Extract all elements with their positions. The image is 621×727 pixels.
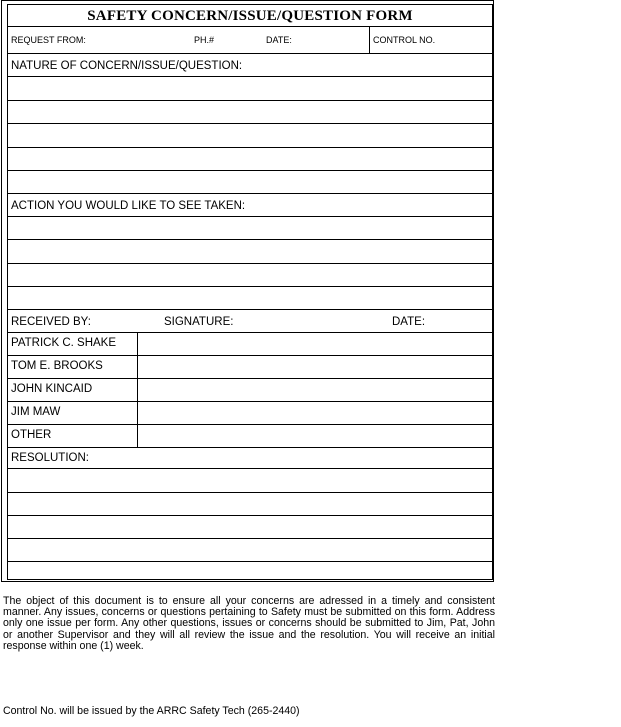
action-label: ACTION YOU WOULD LIKE TO SEE TAKEN:	[11, 200, 246, 212]
resolution-line-5[interactable]	[8, 561, 492, 562]
action-line-3[interactable]	[8, 263, 492, 264]
divider	[8, 424, 492, 425]
received-by-label: RECEIVED BY:	[11, 316, 91, 328]
signature-label: SIGNATURE:	[164, 316, 234, 328]
action-line-4[interactable]	[8, 286, 492, 287]
control-no-label: CONTROL NO.	[373, 35, 436, 45]
divider	[8, 355, 492, 356]
request-from-label: REQUEST FROM:	[11, 35, 86, 45]
name-patrick-shake: PATRICK C. SHAKE	[11, 337, 117, 349]
footer-paragraph: The object of this document is to ensure all your concerns are adressed in a timely and consistent manner. Any issues, concerns or questions pertaining to Safety must be submitted on this form. Address only one issue per form. Any other questions, issues or concerns should be submitted to Jim, Pat, John or another Supervisor and they will all review the issue and the resolution. You will receive an initial response within one (1) week.	[3, 595, 495, 652]
received-date-label: DATE:	[392, 316, 426, 328]
name-other: OTHER	[11, 429, 52, 441]
action-line-2[interactable]	[8, 239, 492, 240]
signature-column-divider	[137, 332, 138, 447]
form-outer-border	[1, 0, 494, 582]
divider	[8, 309, 492, 310]
nature-line-4[interactable]	[8, 147, 492, 148]
divider	[8, 378, 492, 379]
nature-line-5[interactable]	[8, 170, 492, 171]
divider	[369, 26, 370, 53]
divider	[8, 401, 492, 402]
divider	[8, 193, 492, 194]
nature-label: NATURE OF CONCERN/ISSUE/QUESTION:	[11, 60, 243, 72]
date-label: DATE:	[266, 35, 292, 45]
phone-label: PH.#	[194, 35, 215, 45]
nature-line-2[interactable]	[8, 100, 492, 101]
divider	[8, 332, 492, 333]
name-john-kincaid: JOHN KINCAID	[11, 383, 93, 395]
divider	[8, 53, 492, 54]
name-tom-brooks: TOM E. BROOKS	[11, 360, 103, 372]
nature-line-1[interactable]	[8, 76, 492, 77]
divider	[8, 26, 492, 27]
resolution-label: RESOLUTION:	[11, 452, 89, 464]
action-line-1[interactable]	[8, 216, 492, 217]
resolution-line-2[interactable]	[8, 492, 492, 493]
resolution-line-4[interactable]	[8, 538, 492, 539]
control-number-note: Control No. will be issued by the ARRC Safety Tech (265-2440)	[3, 705, 300, 717]
resolution-line-1[interactable]	[8, 468, 492, 469]
form-inner-border	[7, 4, 493, 580]
divider	[8, 447, 492, 448]
form-title: SAFETY CONCERN/ISSUE/QUESTION FORM	[87, 8, 413, 24]
name-jim-maw: JIM MAW	[11, 406, 61, 418]
resolution-line-3[interactable]	[8, 515, 492, 516]
nature-line-3[interactable]	[8, 123, 492, 124]
